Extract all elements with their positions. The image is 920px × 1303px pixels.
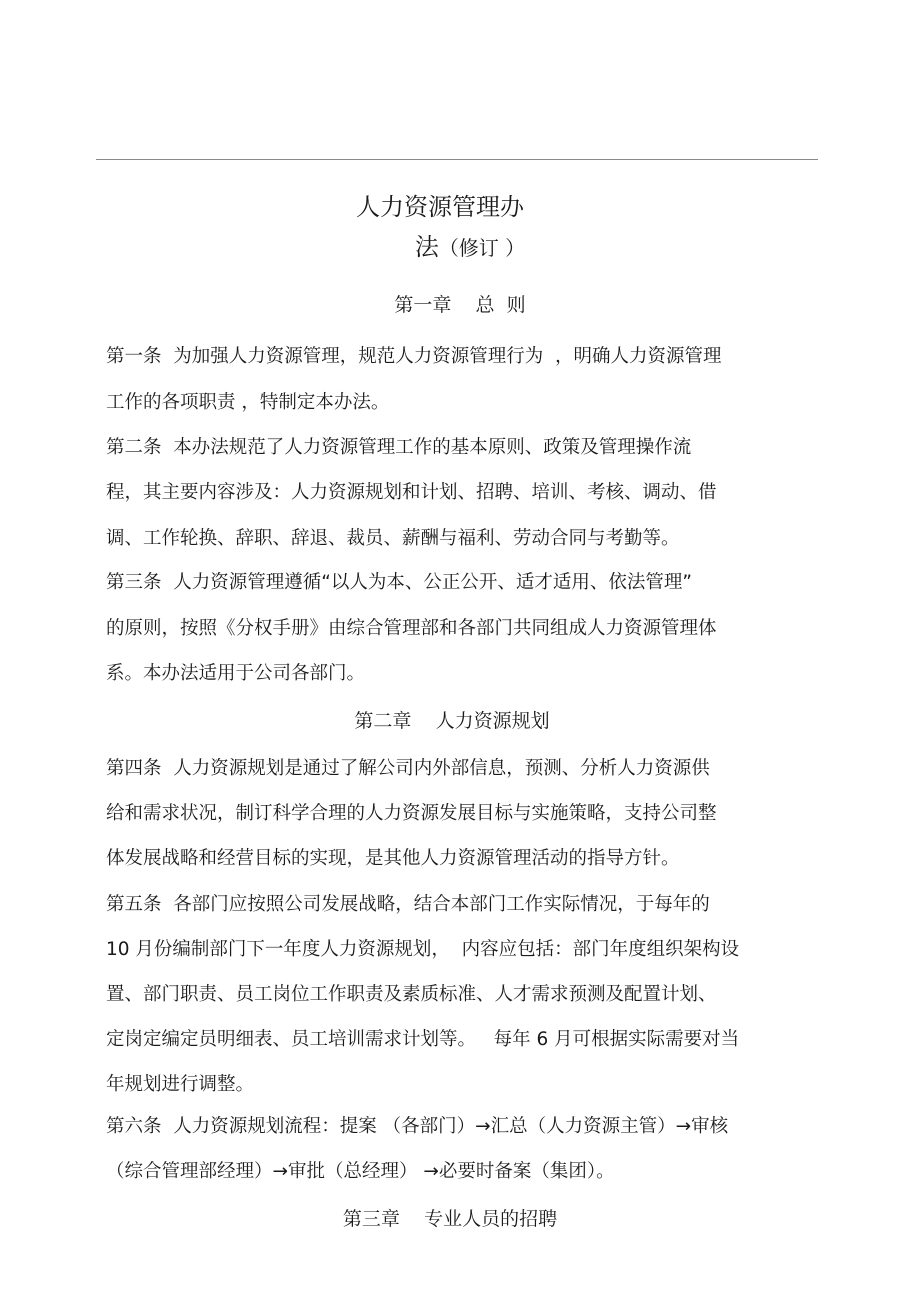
chapter-heading-1: 第一章 总 则 bbox=[394, 294, 526, 316]
body-line: 10 月份编制部门下一年度人力资源规划， 内容应包括：部门年度组织架构设 bbox=[106, 939, 740, 960]
body-line: 系。本办法适用于公司各部门。 bbox=[106, 663, 366, 684]
body-line: 程，其主要内容涉及：人力资源规划和计划、招聘、培训、考核、调动、借 bbox=[106, 482, 717, 503]
document-title-revision: （修订 ） bbox=[438, 236, 526, 260]
body-line: 年规划进行调整。 bbox=[106, 1074, 255, 1095]
document-title-line2-main: 法 bbox=[414, 233, 439, 261]
body-line: 第六条 人力资源规划流程：提案 （各部门）→汇总（人力资源主管）→审核 bbox=[106, 1116, 729, 1137]
body-line: 的原则，按照《分权手册》由综合管理部和各部门共同组成人力资源管理体 bbox=[106, 618, 717, 639]
body-line: 第五条 各部门应按照公司发展战略，结合本部门工作实际情况，于每年的 bbox=[106, 894, 710, 915]
body-line: 第三条 人力资源管理遵循“以人为本、公正公开、适才适用、依法管理” bbox=[106, 572, 692, 593]
body-line: 第二条 本办法规范了人力资源管理工作的基本原则、政策及管理操作流 bbox=[106, 437, 692, 458]
body-line: 给和需求状况，制订科学合理的人力资源发展目标与实施策略，支持公司整 bbox=[106, 803, 717, 824]
body-line: 调、工作轮换、辞职、辞退、裁员、薪酬与福利、劳动合同与考勤等。 bbox=[106, 528, 680, 549]
body-line: 第四条 人力资源规划是通过了解公司内外部信息，预测、分析人力资源供 bbox=[106, 758, 710, 779]
document-title-line1: 人力资源管理办 bbox=[356, 193, 524, 221]
body-line: 工作的各项职责 ，特制定本办法。 bbox=[106, 392, 390, 413]
body-line: 定岗定编定员明细表、员工培训需求计划等。 每年 6 月可根据实际需要对当 bbox=[106, 1029, 740, 1050]
chapter-heading-3: 第三章 专业人员的招聘 bbox=[342, 1208, 558, 1230]
body-line: 体发展战略和经营目标的实现，是其他人力资源管理活动的指导方针。 bbox=[106, 848, 680, 869]
header-divider bbox=[96, 159, 818, 160]
body-line: 第一条 为加强人力资源管理，规范人力资源管理行为 ，明确人力资源管理 bbox=[106, 346, 722, 367]
body-line: （综合管理部经理）→审批（总经理） →必要时备案（集团）。 bbox=[106, 1161, 615, 1182]
document-title-line2 bbox=[10, 232, 920, 263]
body-line: 置、部门职责、员工岗位工作职责及素质标准、人才需求预测及配置计划、 bbox=[106, 984, 717, 1005]
chapter-heading-2: 第二章 人力资源规划 bbox=[354, 710, 550, 732]
